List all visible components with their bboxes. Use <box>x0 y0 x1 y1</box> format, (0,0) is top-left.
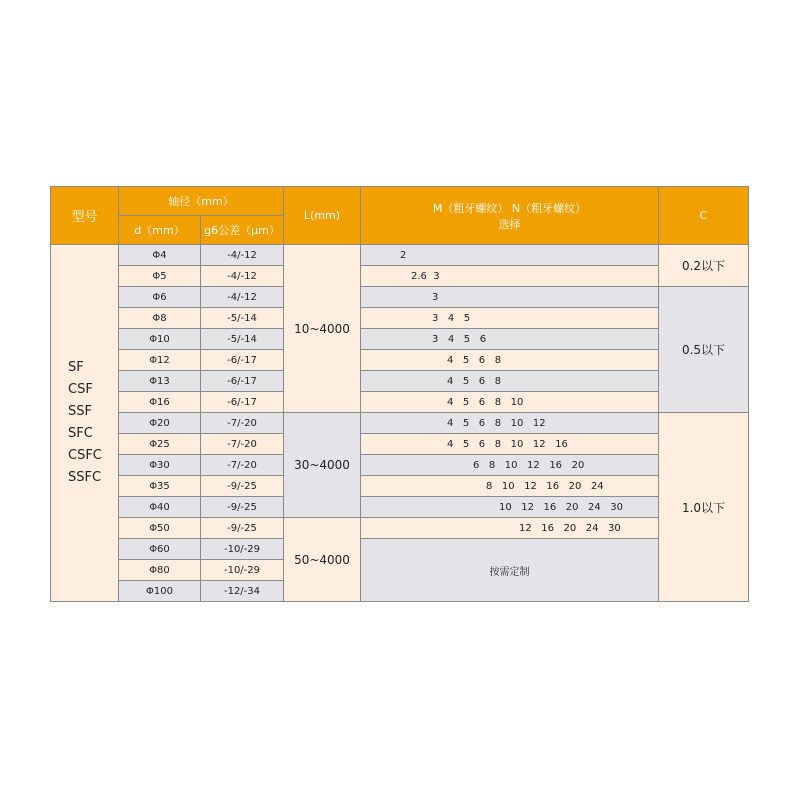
header-length: L(mm) <box>284 187 361 245</box>
d-cell: Φ10 <box>119 329 201 350</box>
c-cell: 0.5以下 <box>659 287 749 413</box>
g6-cell: -9/-25 <box>201 497 284 518</box>
header-shaft: 轴径（mm） <box>119 187 284 216</box>
g6-cell: -10/-29 <box>201 539 284 560</box>
c-cell: 0.2以下 <box>659 245 749 287</box>
d-cell: Φ80 <box>119 560 201 581</box>
g6-cell: -7/-20 <box>201 413 284 434</box>
mn-values: 12 16 20 24 30 <box>519 522 621 534</box>
mn-values: 4 5 6 8 <box>447 354 502 366</box>
d-cell: Φ8 <box>119 308 201 329</box>
g6-cell: -9/-25 <box>201 476 284 497</box>
d-cell: Φ16 <box>119 392 201 413</box>
model-name: SFC <box>68 426 93 441</box>
mn-values: 4 5 6 8 <box>447 375 502 387</box>
table-row <box>51 371 749 392</box>
d-cell: Φ25 <box>119 434 201 455</box>
mn-values: 8 10 12 16 20 24 <box>486 480 604 492</box>
table-row <box>51 413 749 434</box>
table-row <box>51 476 749 497</box>
table-row <box>51 518 749 539</box>
g6-cell: -9/-25 <box>201 518 284 539</box>
mn-values: 6 8 10 12 16 20 <box>473 459 585 471</box>
d-cell: Φ13 <box>119 371 201 392</box>
mn-values: 3 4 5 <box>432 312 471 324</box>
mn-values: 4 5 6 8 10 12 <box>447 417 546 429</box>
d-cell: Φ60 <box>119 539 201 560</box>
header-mn <box>361 187 659 245</box>
header-g6: g6公差（μm） <box>201 216 284 245</box>
mn-values: 4 5 6 8 10 <box>447 396 524 408</box>
g6-cell: -7/-20 <box>201 455 284 476</box>
g6-cell: -10/-29 <box>201 560 284 581</box>
g6-cell: -6/-17 <box>201 371 284 392</box>
table-row <box>51 287 749 308</box>
table-row <box>51 308 749 329</box>
d-cell: Φ5 <box>119 266 201 287</box>
table-row <box>51 497 749 518</box>
mn-values: 3 <box>432 291 439 303</box>
d-cell: Φ100 <box>119 581 201 602</box>
g6-cell: -6/-17 <box>201 392 284 413</box>
d-cell: Φ4 <box>119 245 201 266</box>
header-mn-line1: M（粗牙螺纹） N（粗牙螺纹） <box>432 201 587 215</box>
header-model: 型号 <box>51 187 119 245</box>
model-name: SF <box>68 360 84 375</box>
mn-values: 2.6 3 <box>411 270 440 282</box>
g6-cell: -6/-17 <box>201 350 284 371</box>
g6-cell: -5/-14 <box>201 308 284 329</box>
mn-values: 2 <box>400 249 407 261</box>
d-cell: Φ30 <box>119 455 201 476</box>
mn-values: 10 12 16 20 24 30 <box>499 501 624 513</box>
d-cell: Φ40 <box>119 497 201 518</box>
c-cell: 1.0以下 <box>659 413 749 602</box>
header-d: d（mm） <box>119 216 201 245</box>
model-list <box>51 245 119 602</box>
header-c: C <box>659 187 749 245</box>
spec-table <box>50 186 749 602</box>
g6-cell: -7/-20 <box>201 434 284 455</box>
header-mn-line2: 选择 <box>498 217 521 231</box>
table-row <box>51 434 749 455</box>
table-row <box>51 245 749 266</box>
table-row <box>51 539 749 560</box>
d-cell: Φ35 <box>119 476 201 497</box>
table-row <box>51 455 749 476</box>
g6-cell: -12/-34 <box>201 581 284 602</box>
model-name: SSFC <box>68 470 102 485</box>
length-cell: 50~4000 <box>284 518 361 602</box>
g6-cell: -4/-12 <box>201 266 284 287</box>
length-cell: 30~4000 <box>284 413 361 518</box>
model-name: SSF <box>68 404 92 419</box>
d-cell: Φ6 <box>119 287 201 308</box>
d-cell: Φ20 <box>119 413 201 434</box>
g6-cell: -4/-12 <box>201 245 284 266</box>
custom-cell: 按需定制 <box>361 539 659 602</box>
table-row <box>51 350 749 371</box>
mn-values: 4 5 6 8 10 12 16 <box>447 438 568 450</box>
model-name: CSFC <box>68 448 102 463</box>
d-cell: Φ12 <box>119 350 201 371</box>
model-name: CSF <box>68 382 93 397</box>
table-row <box>51 266 749 287</box>
mn-values: 3 4 5 6 <box>432 333 487 345</box>
length-cell: 10~4000 <box>284 245 361 413</box>
g6-cell: -4/-12 <box>201 287 284 308</box>
table-row <box>51 329 749 350</box>
d-cell: Φ50 <box>119 518 201 539</box>
table-row <box>51 392 749 413</box>
g6-cell: -5/-14 <box>201 329 284 350</box>
